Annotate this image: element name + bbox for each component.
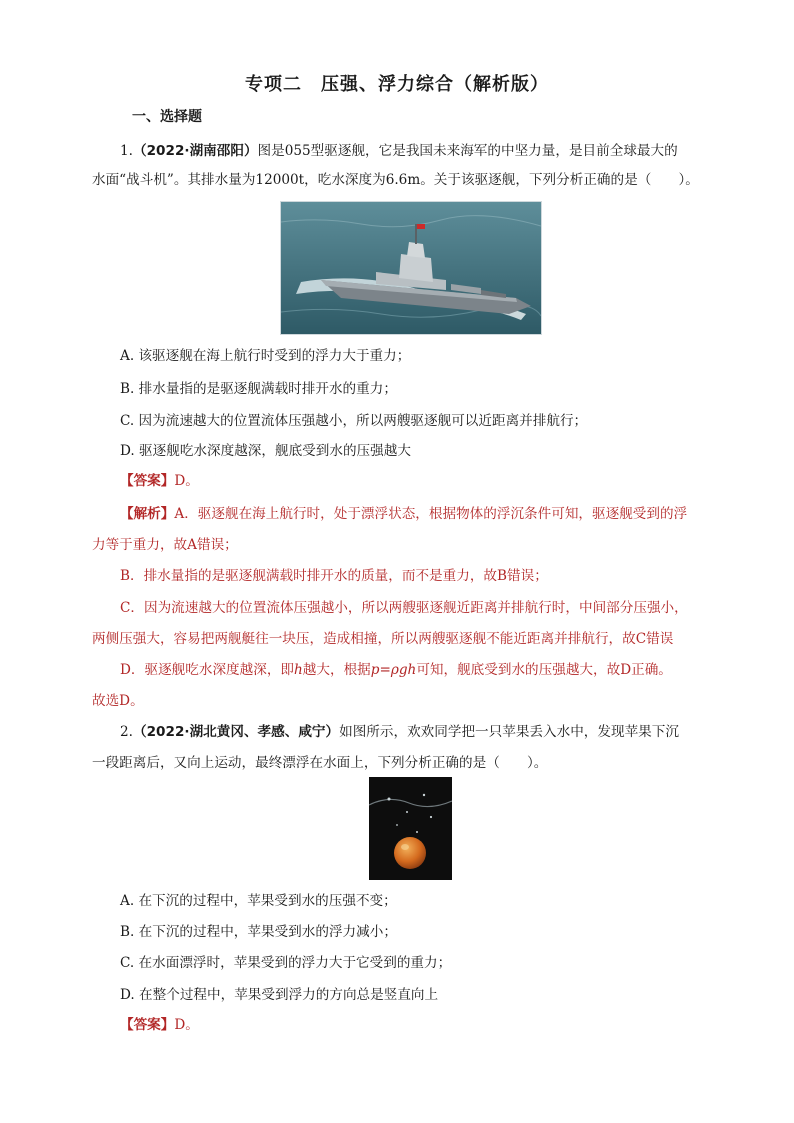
q2-option-a: A. 在下沉的过程中，苹果受到水的压强不变； bbox=[120, 893, 397, 909]
q1-analysis-d-post: 可知，舰底受到水的压强越大，故D正确。 bbox=[416, 662, 672, 678]
q1-analysis-d-h: h bbox=[294, 662, 303, 678]
q2-option-b: B. 在下沉的过程中，苹果受到水的浮力减小； bbox=[120, 924, 397, 940]
q1-option-c: C. 因为流速越大的位置流体压强越小，所以两艘驱逐舰可以近距离并排航行； bbox=[120, 413, 588, 429]
destroyer-illustration bbox=[281, 202, 541, 334]
q1-stem-line1 bbox=[120, 141, 704, 161]
q1-analysis-d bbox=[120, 660, 704, 680]
q2-answer-value: D。 bbox=[174, 1017, 199, 1033]
q1-analysis-conclusion: 故选D。 bbox=[92, 693, 144, 709]
page-title: 专项二 压强、浮力综合（解析版） bbox=[245, 74, 549, 95]
q1-analysis-line2: 力等于重力，故A错误； bbox=[92, 537, 238, 553]
q1-analysis-b: B．排水量指的是驱逐舰满载时排开水的质量，而不是重力，故B错误； bbox=[120, 568, 548, 584]
q2-stem-line2: 一段距离后，又向上运动，最终漂浮在水面上，下列分析正确的是（ ）。 bbox=[92, 755, 548, 771]
q1-analysis-line1 bbox=[120, 504, 704, 524]
q1-analysis-d-pre: D．驱逐舰吃水深度越深，即 bbox=[120, 662, 295, 678]
q1-source: （2022·湖南邵阳） bbox=[132, 143, 258, 159]
q2-source: （2022·湖北黄冈、孝感、咸宁） bbox=[132, 724, 340, 740]
q1-number: 1. bbox=[120, 143, 133, 159]
q2-answer bbox=[120, 1015, 704, 1035]
q1-stem-line2: 水面“战斗机”。其排水量为12000t，吃水深度为6.6m。关于该驱逐舰，下列分析正确的是（ ）。 bbox=[92, 172, 699, 188]
q2-answer-label: 【答案】 bbox=[120, 1017, 175, 1033]
q2-stem-text: 如图所示，欢欢同学把一只苹果丢入水中，发现苹果下沉 bbox=[339, 724, 679, 740]
q1-answer-value: D。 bbox=[174, 473, 199, 489]
q2-option-c: C. 在水面漂浮时，苹果受到的浮力大于它受到的重力； bbox=[120, 955, 452, 971]
q1-analysis-c1: C．因为流速越大的位置流体压强越小，所以两艘驱逐舰近距离并排航行时，中间部分压强小， bbox=[120, 600, 688, 616]
q1-option-b: B. 排水量指的是驱逐舰满载时排开水的重力； bbox=[120, 381, 397, 397]
q1-analysis-d-formula: p=ρgh bbox=[370, 662, 417, 678]
q2-number: 2. bbox=[120, 724, 133, 740]
q1-option-a: A. 该驱逐舰在海上航行时受到的浮力大于重力； bbox=[120, 348, 411, 364]
q1-analysis-c2: 两侧压强大，容易把两舰艇往一块压，造成相撞，所以两艘驱逐舰不能近距离并排航行，故C错误 bbox=[92, 631, 674, 647]
apple-illustration bbox=[369, 777, 452, 880]
q1-answer-label: 【答案】 bbox=[120, 473, 175, 489]
q1-option-d: D. 驱逐舰吃水深度越深，舰底受到水的压强越大 bbox=[120, 443, 411, 459]
q1-analysis-a1: A．驱逐舰在海上航行时，处于漂浮状态，根据物体的浮沉条件可知，驱逐舰受到的浮 bbox=[174, 506, 688, 522]
q1-analysis-d-mid: 越大，根据 bbox=[302, 662, 371, 678]
destroyer-photo bbox=[280, 201, 542, 335]
section-heading: 一、选择题 bbox=[132, 109, 202, 125]
q2-stem-line1 bbox=[120, 722, 704, 742]
q2-option-d: D. 在整个过程中，苹果受到浮力的方向总是竖直向上 bbox=[120, 987, 439, 1003]
q1-analysis-label: 【解析】 bbox=[120, 506, 175, 522]
q1-stem-text: 图是055型驱逐舰，它是我国未来海军的中坚力量，是目前全球最大的 bbox=[257, 143, 678, 159]
q1-answer bbox=[120, 471, 704, 491]
apple-in-water-photo bbox=[369, 777, 452, 880]
